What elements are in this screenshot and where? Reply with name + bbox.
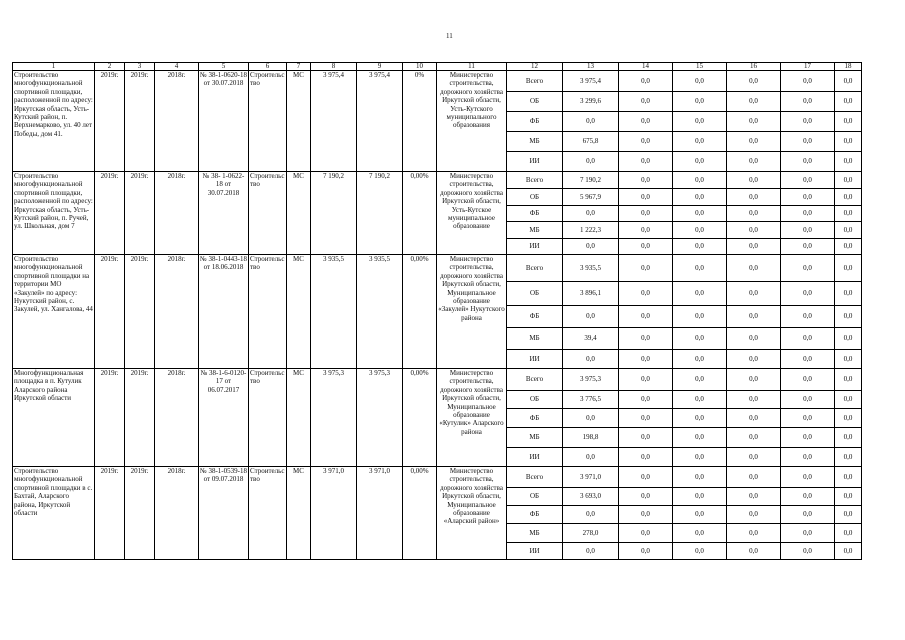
year-amount-cell: 0,0 <box>781 92 835 112</box>
readiness-cell: 0,00% <box>403 255 437 369</box>
year-amount-cell: 0,0 <box>727 239 781 255</box>
object-name-cell: Строительство многофункциональной спортивной площадки, расположенной по адресу: Иркутская область, Усть-Кутский район, п. Верхнемарково, ул. 40 лет Победы, дом 41. <box>13 71 95 172</box>
column-header: 17 <box>781 63 835 71</box>
column-header: 16 <box>727 63 781 71</box>
end-year-cell: 2019г. <box>125 71 155 172</box>
work-type-cell: Строительство <box>249 71 287 172</box>
year-amount-cell: 0,0 <box>673 112 727 132</box>
year-amount-cell: 0,0 <box>619 524 673 543</box>
column-header: 9 <box>357 63 403 71</box>
year-amount-cell: 0,0 <box>673 282 727 306</box>
investment-program-table <box>12 62 862 560</box>
funding-source-cell: Всего <box>507 369 563 391</box>
year-amount-cell: 0,0 <box>835 132 862 152</box>
year-amount-cell: 0,0 <box>727 350 781 369</box>
year-amount-cell: 0,0 <box>673 92 727 112</box>
start-year-cell: 2019г. <box>95 255 125 369</box>
year-amount-cell: 0,0 <box>781 506 835 524</box>
year-amount-cell: 0,0 <box>727 206 781 222</box>
year-amount-cell: 0,0 <box>835 369 862 391</box>
year-amount-cell: 0,0 <box>835 255 862 282</box>
year-amount-cell: 0,0 <box>619 306 673 328</box>
object-name-cell: Строительство многофункциональной спортивной площадки в с. Бахтай, Аларского района, Иркутской области <box>13 467 95 560</box>
year-amount-cell: 0,0 <box>727 409 781 428</box>
year-amount-cell: 0,0 <box>781 391 835 409</box>
total-amount-cell: 0,0 <box>563 306 619 328</box>
year-amount-cell: 0,0 <box>727 189 781 206</box>
year-amount-cell: 0,0 <box>781 428 835 448</box>
year-amount-cell: 0,0 <box>835 112 862 132</box>
year-amount-cell: 0,0 <box>781 152 835 172</box>
column-header: 14 <box>619 63 673 71</box>
year-amount-cell: 0,0 <box>781 189 835 206</box>
year-amount-cell: 0,0 <box>781 350 835 369</box>
estimated-cost-cell: 7 190,2 <box>311 172 357 255</box>
total-amount-cell: 1 222,3 <box>563 222 619 239</box>
year-amount-cell: 0,0 <box>673 222 727 239</box>
year-amount-cell: 0,0 <box>781 255 835 282</box>
unit-cell: МС <box>287 255 311 369</box>
year-amount-cell: 0,0 <box>673 152 727 172</box>
object-name-cell: Строительство многофункциональной спортивной площадки на территории МО «Закулей» по адресу: Нукутский район, с. Закулей, ул. Хангалова, 44 <box>13 255 95 369</box>
total-amount-cell: 3 776,5 <box>563 391 619 409</box>
year-amount-cell: 0,0 <box>781 409 835 428</box>
unit-cell: МС <box>287 71 311 172</box>
end-year-cell: 2019г. <box>125 467 155 560</box>
year-amount-cell: 0,0 <box>727 71 781 92</box>
year-amount-cell: 0,0 <box>727 543 781 560</box>
funding-source-cell: МБ <box>507 328 563 350</box>
year-amount-cell: 0,0 <box>673 467 727 488</box>
year-amount-cell: 0,0 <box>835 409 862 428</box>
year-amount-cell: 0,0 <box>727 306 781 328</box>
column-header: 1 <box>13 63 95 71</box>
year-amount-cell: 0,0 <box>781 172 835 189</box>
funding-source-cell: ФБ <box>507 409 563 428</box>
year-amount-cell: 0,0 <box>619 428 673 448</box>
funding-source-cell: ОБ <box>507 92 563 112</box>
year-amount-cell: 0,0 <box>619 369 673 391</box>
year-amount-cell: 0,0 <box>727 391 781 409</box>
work-type-cell: Строительство <box>249 255 287 369</box>
expertise-conclusion-cell: № 38- 1-0622-18 от 30.07.2018 <box>199 172 249 255</box>
funding-source-cell: ФБ <box>507 506 563 524</box>
year-amount-cell: 0,0 <box>619 488 673 506</box>
funding-source-cell: Всего <box>507 467 563 488</box>
year-amount-cell: 0,0 <box>835 92 862 112</box>
year-amount-cell: 0,0 <box>835 428 862 448</box>
estimated-cost-cell: 3 975,3 <box>311 369 357 467</box>
year-amount-cell: 0,0 <box>673 206 727 222</box>
year-amount-cell: 0,0 <box>727 328 781 350</box>
column-header: 4 <box>155 63 199 71</box>
expertise-conclusion-cell: № 38-1-0620-18 от 30.07.2018 <box>199 71 249 172</box>
work-type-cell: Строительство <box>249 369 287 467</box>
customer-cell: Министерство строительства, дорожного хозяйства Иркутской области, Усть-Кутское муниципальное образование <box>437 172 507 255</box>
funding-source-cell: Всего <box>507 172 563 189</box>
year-amount-cell: 0,0 <box>619 239 673 255</box>
remaining-cost-cell: 3 971,0 <box>357 467 403 560</box>
funding-source-cell: ИИ <box>507 350 563 369</box>
year-amount-cell: 0,0 <box>619 448 673 467</box>
unit-cell: МС <box>287 369 311 467</box>
total-amount-cell: 3 935,5 <box>563 255 619 282</box>
funding-source-cell: ФБ <box>507 206 563 222</box>
page-number: 11 <box>446 32 453 40</box>
year-amount-cell: 0,0 <box>619 350 673 369</box>
year-amount-cell: 0,0 <box>835 282 862 306</box>
funding-source-cell: ИИ <box>507 152 563 172</box>
year-amount-cell: 0,0 <box>835 543 862 560</box>
work-type-cell: Строительство <box>249 467 287 560</box>
total-amount-cell: 0,0 <box>563 543 619 560</box>
total-amount-cell: 0,0 <box>563 206 619 222</box>
year-amount-cell: 0,0 <box>619 282 673 306</box>
customer-cell: Министерство строительства, дорожного хозяйства Иркутской области, Усть-Кутского муниципального образования <box>437 71 507 172</box>
funding-source-cell: МБ <box>507 524 563 543</box>
year-amount-cell: 0,0 <box>781 524 835 543</box>
year-amount-cell: 0,0 <box>835 328 862 350</box>
year-amount-cell: 0,0 <box>619 391 673 409</box>
year-amount-cell: 0,0 <box>835 71 862 92</box>
year-amount-cell: 0,0 <box>781 71 835 92</box>
year-amount-cell: 0,0 <box>619 543 673 560</box>
year-amount-cell: 0,0 <box>727 255 781 282</box>
remaining-cost-cell: 3 975,4 <box>357 71 403 172</box>
year-amount-cell: 0,0 <box>673 189 727 206</box>
year-amount-cell: 0,0 <box>727 488 781 506</box>
year-amount-cell: 0,0 <box>727 92 781 112</box>
total-amount-cell: 0,0 <box>563 350 619 369</box>
table-row <box>13 255 862 282</box>
year-amount-cell: 0,0 <box>781 206 835 222</box>
year-amount-cell: 0,0 <box>673 524 727 543</box>
year-amount-cell: 0,0 <box>781 306 835 328</box>
funding-source-cell: ИИ <box>507 239 563 255</box>
total-amount-cell: 3 975,4 <box>563 71 619 92</box>
year-amount-cell: 0,0 <box>673 409 727 428</box>
table-row <box>13 369 862 391</box>
remaining-cost-cell: 7 190,2 <box>357 172 403 255</box>
year-amount-cell: 0,0 <box>835 350 862 369</box>
year-amount-cell: 0,0 <box>781 328 835 350</box>
design-year-cell: 2018г. <box>155 71 199 172</box>
design-year-cell: 2018г. <box>155 255 199 369</box>
column-header: 6 <box>249 63 287 71</box>
funding-source-cell: МБ <box>507 222 563 239</box>
year-amount-cell: 0,0 <box>781 222 835 239</box>
year-amount-cell: 0,0 <box>619 206 673 222</box>
year-amount-cell: 0,0 <box>673 328 727 350</box>
year-amount-cell: 0,0 <box>781 448 835 467</box>
year-amount-cell: 0,0 <box>727 282 781 306</box>
end-year-cell: 2019г. <box>125 255 155 369</box>
object-name-cell: Многофункциональная площадка в п. Кутулик Аларского района Иркутской области <box>13 369 95 467</box>
total-amount-cell: 3 971,0 <box>563 467 619 488</box>
year-amount-cell: 0,0 <box>835 391 862 409</box>
year-amount-cell: 0,0 <box>619 132 673 152</box>
estimated-cost-cell: 3 975,4 <box>311 71 357 172</box>
readiness-cell: 0,00% <box>403 172 437 255</box>
year-amount-cell: 0,0 <box>835 524 862 543</box>
year-amount-cell: 0,0 <box>673 428 727 448</box>
end-year-cell: 2019г. <box>125 172 155 255</box>
year-amount-cell: 0,0 <box>781 369 835 391</box>
table-row <box>13 172 862 189</box>
funding-source-cell: Всего <box>507 71 563 92</box>
unit-cell: МС <box>287 467 311 560</box>
year-amount-cell: 0,0 <box>673 255 727 282</box>
year-amount-cell: 0,0 <box>673 488 727 506</box>
column-header: 18 <box>835 63 862 71</box>
design-year-cell: 2018г. <box>155 172 199 255</box>
total-amount-cell: 3 896,1 <box>563 282 619 306</box>
total-amount-cell: 39,4 <box>563 328 619 350</box>
total-amount-cell: 278,0 <box>563 524 619 543</box>
year-amount-cell: 0,0 <box>727 467 781 488</box>
funding-source-cell: МБ <box>507 428 563 448</box>
expertise-conclusion-cell: № 38-1-0539-18 от 09.07.2018 <box>199 467 249 560</box>
column-header: 3 <box>125 63 155 71</box>
year-amount-cell: 0,0 <box>619 409 673 428</box>
year-amount-cell: 0,0 <box>619 328 673 350</box>
remaining-cost-cell: 3 975,3 <box>357 369 403 467</box>
year-amount-cell: 0,0 <box>781 239 835 255</box>
year-amount-cell: 0,0 <box>673 172 727 189</box>
year-amount-cell: 0,0 <box>673 71 727 92</box>
object-name-cell: Строительство многофункциональной спортивной площадки, расположенной по адресу: Иркутская область, Усть-Кутский район, п. Ручей, ул. Школьная, дом 7 <box>13 172 95 255</box>
year-amount-cell: 0,0 <box>835 206 862 222</box>
year-amount-cell: 0,0 <box>619 71 673 92</box>
total-amount-cell: 0,0 <box>563 506 619 524</box>
year-amount-cell: 0,0 <box>619 189 673 206</box>
table-row <box>13 71 862 92</box>
year-amount-cell: 0,0 <box>835 488 862 506</box>
year-amount-cell: 0,0 <box>835 306 862 328</box>
year-amount-cell: 0,0 <box>835 467 862 488</box>
year-amount-cell: 0,0 <box>781 488 835 506</box>
year-amount-cell: 0,0 <box>619 506 673 524</box>
estimated-cost-cell: 3 971,0 <box>311 467 357 560</box>
customer-cell: Министерство строительства, дорожного хозяйства Иркутской области, Муниципальное образование «Кутулик» Аларского района <box>437 369 507 467</box>
end-year-cell: 2019г. <box>125 369 155 467</box>
year-amount-cell: 0,0 <box>727 448 781 467</box>
column-header: 10 <box>403 63 437 71</box>
year-amount-cell: 0,0 <box>619 152 673 172</box>
total-amount-cell: 0,0 <box>563 112 619 132</box>
year-amount-cell: 0,0 <box>781 543 835 560</box>
total-amount-cell: 0,0 <box>563 239 619 255</box>
year-amount-cell: 0,0 <box>727 506 781 524</box>
year-amount-cell: 0,0 <box>835 189 862 206</box>
funding-source-cell: ОБ <box>507 488 563 506</box>
column-header: 12 <box>507 63 563 71</box>
year-amount-cell: 0,0 <box>673 239 727 255</box>
year-amount-cell: 0,0 <box>673 391 727 409</box>
start-year-cell: 2019г. <box>95 369 125 467</box>
year-amount-cell: 0,0 <box>673 506 727 524</box>
year-amount-cell: 0,0 <box>727 172 781 189</box>
year-amount-cell: 0,0 <box>727 369 781 391</box>
total-amount-cell: 7 190,2 <box>563 172 619 189</box>
year-amount-cell: 0,0 <box>727 222 781 239</box>
total-amount-cell: 675,8 <box>563 132 619 152</box>
year-amount-cell: 0,0 <box>781 282 835 306</box>
column-header: 5 <box>199 63 249 71</box>
start-year-cell: 2019г. <box>95 467 125 560</box>
header-row <box>13 63 862 71</box>
total-amount-cell: 0,0 <box>563 448 619 467</box>
total-amount-cell: 3 975,3 <box>563 369 619 391</box>
start-year-cell: 2019г. <box>95 172 125 255</box>
column-header: 15 <box>673 63 727 71</box>
funding-source-cell: ОБ <box>507 282 563 306</box>
year-amount-cell: 0,0 <box>673 369 727 391</box>
column-header: 11 <box>437 63 507 71</box>
total-amount-cell: 0,0 <box>563 409 619 428</box>
expertise-conclusion-cell: № 38-1-0443-18 от 18.06.2018 <box>199 255 249 369</box>
column-header: 8 <box>311 63 357 71</box>
funding-source-cell: ИИ <box>507 543 563 560</box>
total-amount-cell: 3 299,6 <box>563 92 619 112</box>
year-amount-cell: 0,0 <box>835 172 862 189</box>
total-amount-cell: 3 693,0 <box>563 488 619 506</box>
year-amount-cell: 0,0 <box>673 350 727 369</box>
expertise-conclusion-cell: № 38-1-6-0120-17 от 06.07.2017 <box>199 369 249 467</box>
year-amount-cell: 0,0 <box>619 92 673 112</box>
year-amount-cell: 0,0 <box>727 524 781 543</box>
column-header: 7 <box>287 63 311 71</box>
readiness-cell: 0,00% <box>403 369 437 467</box>
year-amount-cell: 0,0 <box>673 132 727 152</box>
total-amount-cell: 198,8 <box>563 428 619 448</box>
funding-source-cell: Всего <box>507 255 563 282</box>
year-amount-cell: 0,0 <box>673 543 727 560</box>
table-row <box>13 467 862 488</box>
year-amount-cell: 0,0 <box>835 448 862 467</box>
funding-source-cell: ИИ <box>507 448 563 467</box>
work-type-cell: Строительство <box>249 172 287 255</box>
remaining-cost-cell: 3 935,5 <box>357 255 403 369</box>
unit-cell: МС <box>287 172 311 255</box>
total-amount-cell: 0,0 <box>563 152 619 172</box>
estimated-cost-cell: 3 935,5 <box>311 255 357 369</box>
year-amount-cell: 0,0 <box>835 239 862 255</box>
design-year-cell: 2018г. <box>155 369 199 467</box>
funding-source-cell: МБ <box>507 132 563 152</box>
year-amount-cell: 0,0 <box>673 306 727 328</box>
year-amount-cell: 0,0 <box>619 467 673 488</box>
start-year-cell: 2019г. <box>95 71 125 172</box>
funding-source-cell: ОБ <box>507 189 563 206</box>
year-amount-cell: 0,0 <box>781 467 835 488</box>
year-amount-cell: 0,0 <box>727 112 781 132</box>
total-amount-cell: 5 967,9 <box>563 189 619 206</box>
customer-cell: Министерство строительства, дорожного хозяйства Иркутской области, Муниципальное образование «Закулей» Нукутского района <box>437 255 507 369</box>
readiness-cell: 0,00% <box>403 467 437 560</box>
year-amount-cell: 0,0 <box>619 255 673 282</box>
year-amount-cell: 0,0 <box>835 152 862 172</box>
column-header: 13 <box>563 63 619 71</box>
year-amount-cell: 0,0 <box>673 448 727 467</box>
year-amount-cell: 0,0 <box>835 506 862 524</box>
year-amount-cell: 0,0 <box>781 112 835 132</box>
customer-cell: Министерство строительства, дорожного хозяйства Иркутской области, Муниципальное образование «Аларский район» <box>437 467 507 560</box>
funding-source-cell: ФБ <box>507 306 563 328</box>
year-amount-cell: 0,0 <box>781 132 835 152</box>
year-amount-cell: 0,0 <box>619 172 673 189</box>
year-amount-cell: 0,0 <box>727 152 781 172</box>
year-amount-cell: 0,0 <box>727 132 781 152</box>
readiness-cell: 0% <box>403 71 437 172</box>
year-amount-cell: 0,0 <box>835 222 862 239</box>
funding-source-cell: ФБ <box>507 112 563 132</box>
year-amount-cell: 0,0 <box>619 112 673 132</box>
column-header: 2 <box>95 63 125 71</box>
design-year-cell: 2018г. <box>155 467 199 560</box>
funding-source-cell: ОБ <box>507 391 563 409</box>
year-amount-cell: 0,0 <box>619 222 673 239</box>
year-amount-cell: 0,0 <box>727 428 781 448</box>
